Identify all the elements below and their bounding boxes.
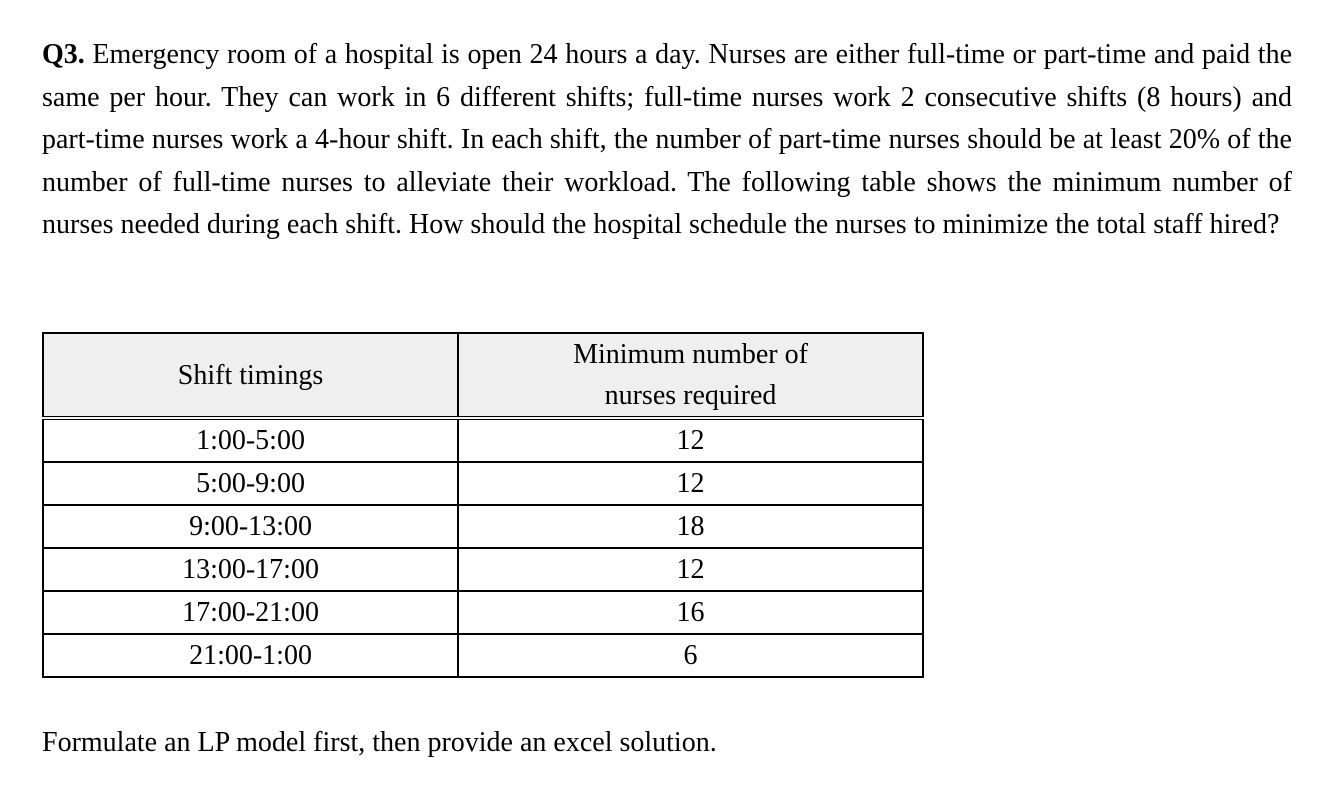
nurses-cell: 12: [458, 418, 923, 462]
shift-requirements-table: [42, 332, 924, 678]
shift-cell: 17:00-21:00: [43, 591, 458, 634]
shift-cell: 1:00-5:00: [43, 418, 458, 462]
header-minimum-line1: Minimum number of: [573, 339, 808, 370]
question-text: Emergency room of a hospital is open 24 hours a day. Nurses are either full-time or part-time and paid the same per hour. They can work in 6 different shifts; full-time nurses work 2 consecutive shifts (8 hours) and part-time nurses work a 4-hour shift. In each shift, the number of part-time nurses should be at least 20% of the number of full-time nurses to alleviate their workload. The following table shows the minimum number of nurses needed during each shift. How should the hospital schedule the nurses to minimize the total staff hired?: [42, 39, 1292, 240]
question-label: Q3.: [42, 39, 85, 70]
table-row: [43, 505, 923, 548]
table-row: [43, 462, 923, 505]
nurses-cell: 16: [458, 591, 923, 634]
question-paragraph: [42, 34, 1292, 247]
nurses-cell: 12: [458, 462, 923, 505]
table-row: [43, 634, 923, 677]
header-minimum-line2: nurses required: [604, 380, 777, 411]
shift-cell: 5:00-9:00: [43, 462, 458, 505]
table-row: [43, 591, 923, 634]
nurses-cell: 18: [458, 505, 923, 548]
nurses-cell: 12: [458, 548, 923, 591]
instruction-text: Formulate an LP model first, then provide an excel solution.: [42, 727, 717, 758]
shift-cell: 9:00-13:00: [43, 505, 458, 548]
header-shift-timings: Shift timings: [43, 333, 458, 418]
table-header-row: [43, 333, 923, 418]
table-row: [43, 548, 923, 591]
nurses-cell: 6: [458, 634, 923, 677]
shift-cell: 13:00-17:00: [43, 548, 458, 591]
table-row: [43, 418, 923, 462]
shift-cell: 21:00-1:00: [43, 634, 458, 677]
header-minimum-nurses: [458, 333, 923, 418]
